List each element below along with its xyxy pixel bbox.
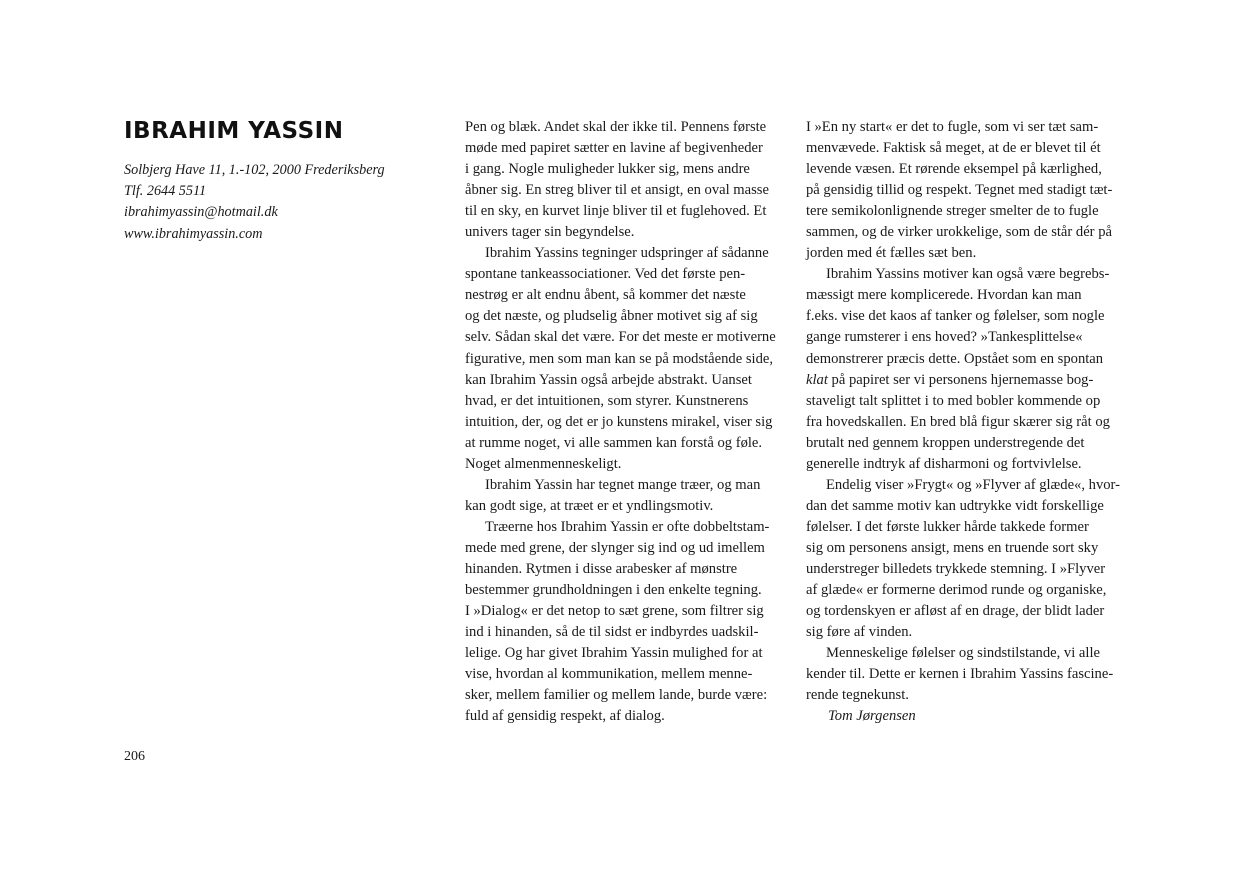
text-line: tere semikolonlignende streger smelter de to fugle — [806, 203, 1099, 220]
text-line: f.eks. vise det kaos af tanker og følelser, som nogle — [806, 308, 1105, 325]
text-line: sig om personens ansigt, mens en truende sort sky — [806, 539, 1099, 556]
text-line: åbner sig. En streg bliver til et ansigt, en oval masse — [465, 182, 769, 199]
text-line: levende væsen. Et rørende eksempel på kærlighed, — [806, 161, 1102, 178]
text-line: hinanden. Rytmen i disse arabesker af mønstre — [465, 560, 738, 577]
text-line: jorden med ét fælles sæt ben. — [806, 245, 977, 262]
text-line: hvad, er det intuitionen, som styrer. Kunstnerens — [465, 392, 749, 409]
text-line: på gensidig tillid og respekt. Tegnet med stadigt tæt- — [806, 182, 1113, 199]
author-signature: Tom Jørgensen — [828, 708, 916, 725]
text-line: nestrøg er alt endnu åbent, så kommer det næste — [465, 287, 746, 304]
text-line: at rumme noget, vi alle sammen kan forstå og føle. — [465, 434, 763, 451]
text-line: Ibrahim Yassins motiver kan også være begrebs- — [826, 266, 1110, 283]
text-line: Pen og blæk. Andet skal der ikke til. Pennens første — [465, 119, 767, 135]
text-line-rest: på papiret ser vi personens hjernemasse bog- — [827, 371, 1094, 388]
page-number: 206 — [124, 749, 145, 764]
address-line: Solbjerg Have 11, 1.-102, 2000 Frederiksberg — [124, 162, 385, 178]
text-line: spontane tankeassociationer. Ved det første pen- — [465, 266, 746, 283]
text-line: ind i hinanden, så de til sidst er indbyrdes uadskil- — [465, 624, 759, 641]
text-line: bestemmer grundholdningen i den enkelte tegning. — [465, 582, 762, 599]
italic-word: klat — [806, 371, 828, 388]
text-line: selv. Sådan skal det være. For det meste er motiverne — [465, 329, 776, 346]
text-line: kender til. Dette er kernen i Ibrahim Yassins fascine- — [806, 666, 1114, 683]
text-line — [806, 370, 1146, 391]
text-line: demonstrerer præcis dette. Opstået som en spontan — [806, 350, 1104, 367]
text-line: Noget almenmenneskeligt. — [465, 455, 622, 472]
text-line: understreger billedets trykkede stemning. I »Flyver — [806, 560, 1106, 577]
artist-name: IBRAHIM YASSIN — [124, 118, 344, 144]
text-line: møde med papiret sætter en lavine af begivenheder — [465, 140, 763, 157]
text-line: vise, hvordan al kommunikation, mellem menne- — [465, 666, 753, 683]
text-column-1 — [465, 117, 805, 727]
text-line: og det næste, og pludselig åbner motivet sig af sig — [465, 308, 758, 325]
text-line: Ibrahim Yassin har tegnet mange træer, og man — [485, 476, 761, 493]
text-line: gange rumsterer i ens hoved? »Tankesplittelse« — [806, 329, 1083, 346]
text-line: kan Ibrahim Yassin også arbejde abstrakt. Uanset — [465, 371, 752, 388]
text-line: sker, mellem familier og mellem lande, burde være: — [465, 687, 768, 704]
phone-line: Tlf. 2644 5511 — [124, 183, 207, 200]
text-line: fra hovedskallen. En bred blå figur skærer sig råt og — [806, 413, 1110, 430]
text-line: dan det samme motiv kan udtrykke vidt forskellige — [806, 497, 1104, 514]
text-line: intuition, der, og det er jo kunstens mirakel, viser sig — [465, 413, 773, 430]
contact-info — [124, 160, 424, 245]
text-line: I »En ny start« er det to fugle, som vi ser tæt sam- — [806, 119, 1099, 135]
text-line: Menneskelige følelser og sindstilstande, vi alle — [826, 645, 1100, 662]
text-line: staveligt talt splittet i to med bobler kommende op — [806, 392, 1101, 409]
text-line: følelser. I det første lukker hårde takkede former — [806, 518, 1089, 535]
text-line: i gang. Nogle muligheder lukker sig, mens andre — [465, 161, 750, 178]
text-line: rende tegnekunst. — [806, 687, 909, 704]
email-line: ibrahimyassin@hotmail.dk — [124, 204, 278, 221]
text-line: lelige. Og har givet Ibrahim Yassin mulighed for at — [465, 645, 763, 662]
text-line: til en sky, en kurvet linje bliver til et fuglehoved. Et — [465, 203, 767, 220]
text-line: I »Dialog« er det netop to sæt grene, som filtrer sig — [465, 603, 764, 620]
text-line: sammen, og de virker urokkelige, som de står dér på — [806, 224, 1112, 241]
text-line: brutalt ned gennem kroppen understregende det — [806, 434, 1085, 451]
text-line: Endelig viser »Frygt« og »Flyver af glæde«, hvor- — [826, 476, 1120, 493]
text-line: figurative, men som man kan se på modstående side, — [465, 350, 774, 367]
text-line: univers tager sin begyndelse. — [465, 224, 635, 241]
website-line: www.ibrahimyassin.com — [124, 225, 263, 242]
text-line: menvævede. Faktisk så meget, at de er blevet til ét — [806, 140, 1101, 157]
text-line: kan godt sige, at træet er et yndlingsmotiv. — [465, 497, 714, 514]
text-line: fuld af gensidig respekt, af dialog. — [465, 708, 665, 725]
text-line: og tordenskyen er afløst af en drage, der blidt lader — [806, 603, 1105, 620]
text-line: sig føre af vinden. — [806, 624, 913, 641]
text-line: mede med grene, der slynger sig ind og ud imellem — [465, 539, 765, 556]
text-line: generelle indtryk af disharmoni og fortvivlelse. — [806, 455, 1082, 472]
text-line: Ibrahim Yassins tegninger udspringer af sådanne — [485, 245, 769, 262]
text-line: mæssigt mere komplicerede. Hvordan kan man — [806, 287, 1082, 304]
text-line: Træerne hos Ibrahim Yassin er ofte dobbeltstam- — [485, 518, 770, 535]
text-column-2 — [806, 117, 1146, 727]
text-line: af glæde« er formerne derimod runde og organiske, — [806, 582, 1107, 599]
